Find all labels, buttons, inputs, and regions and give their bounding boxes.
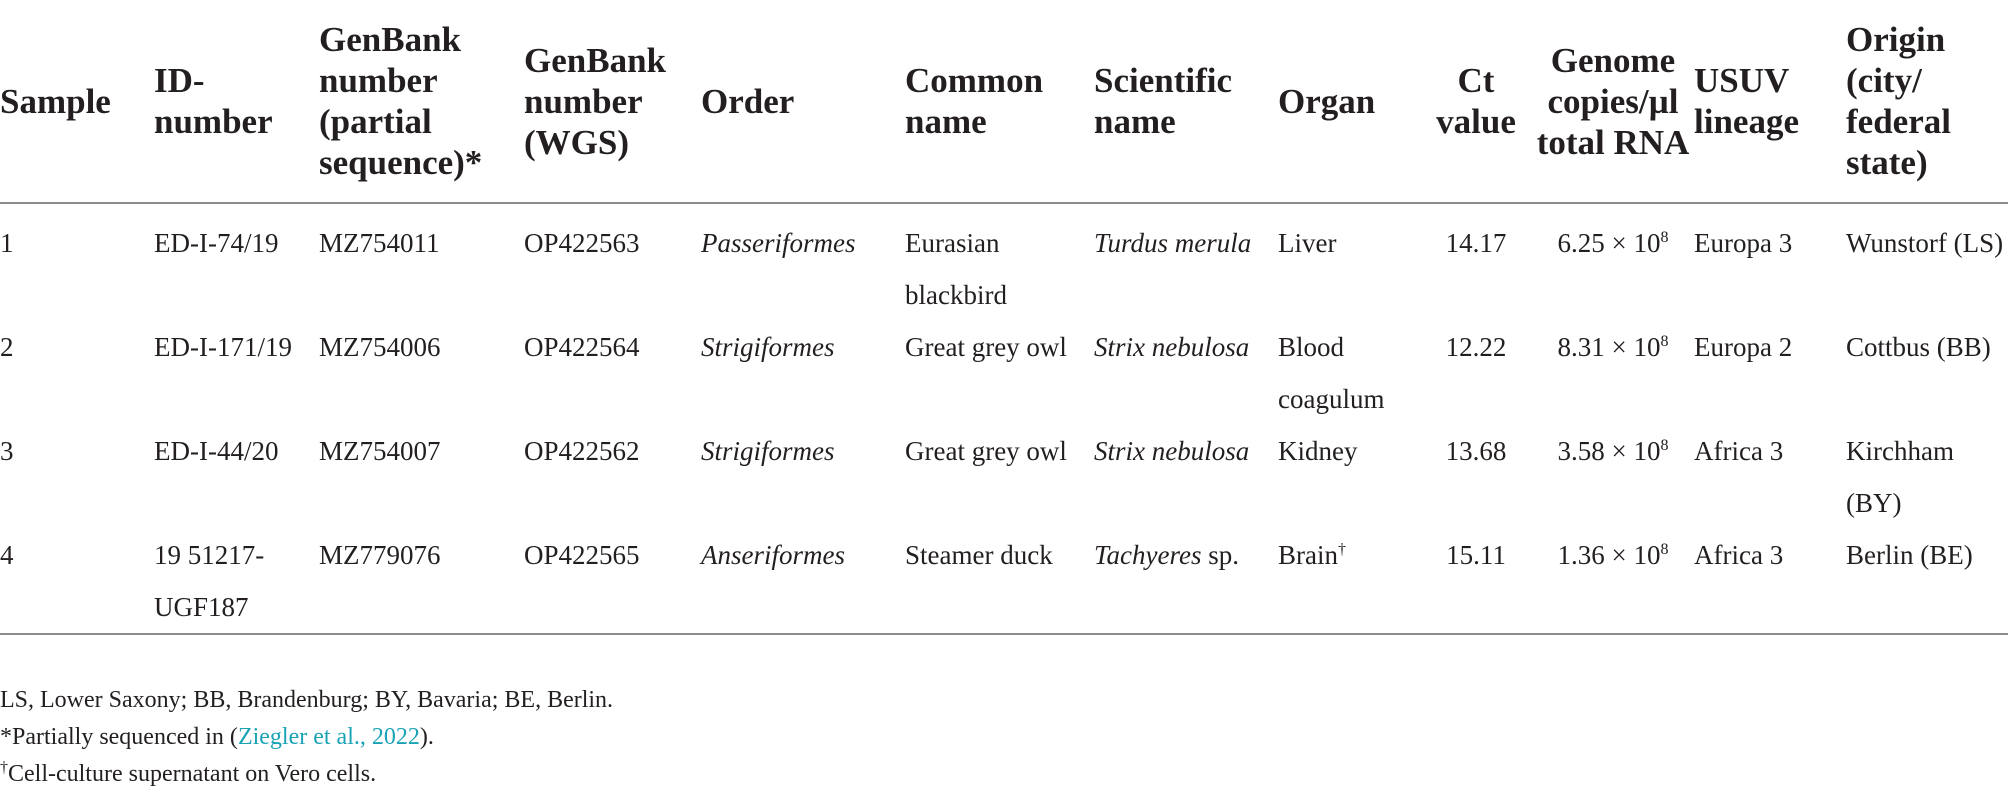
scientific-name-text: Tachyeres [1094,540,1202,570]
cell-genbank-partial: MZ754006 [319,332,441,362]
cell-usuv-lineage: Africa 3 [1694,436,1784,466]
cell-id-number: 19 51217-UGF187 [154,529,319,634]
cell-genbank-partial: MZ754007 [319,436,441,466]
cell-sample: 3 [0,436,14,466]
cell-genbank-wgs: OP422562 [524,436,640,466]
cell-id-number: ED-I-171/19 [154,332,292,362]
genome-copies-base: 3.58 × 10 [1557,436,1661,466]
organ-text: Liver [1278,228,1337,258]
footnote-partial-sequence [0,719,613,756]
header-usuv-lineage: USUV lineage [1694,0,1846,203]
cell-origin: Wunstorf (LS) [1846,228,2004,258]
footnote-cell-culture-text: Cell-culture supernatant on Vero cells. [8,761,377,787]
cell-scientific-name [1094,321,1278,425]
cell-common-name: Steamer duck [905,529,1094,634]
cell-genome-copies [1532,529,1694,634]
header-row [0,0,2008,203]
genome-copies-exponent: 8 [1660,541,1669,558]
organ-text: Kidney [1278,436,1358,466]
cell-common-name: Great grey owl [905,332,1067,362]
organ-text: Blood coagulum [1278,332,1385,414]
cell-scientific-name [1094,529,1278,634]
cell-genbank-wgs: OP422564 [524,332,640,362]
genome-copies-exponent: 8 [1660,333,1669,350]
footnote-partial-prefix: Partially sequenced in ( [12,724,238,750]
header-genbank-partial: GenBank number (partial sequence)* [319,0,524,203]
cell-sample: 2 [0,332,14,362]
scientific-name-suffix: sp. [1201,540,1240,570]
cell-usuv-lineage: Europa 2 [1694,332,1793,362]
cell-usuv-lineage: Europa 3 [1694,228,1793,258]
footnote-partial-suffix: ). [419,724,434,750]
header-organ: Organ [1278,0,1420,203]
header-sample: Sample [0,0,154,203]
footnote-cell-culture [0,756,613,793]
cell-ct-value: 13.68 [1445,436,1507,466]
header-ct-value: Ct value [1420,0,1532,203]
scientific-name-text: Turdus merula [1094,228,1252,258]
header-id-number: ID-number [154,0,319,203]
footnote-dagger-mark: † [0,759,8,776]
organ-text: Brain [1278,540,1338,570]
cell-organ [1278,203,1420,321]
footnote-abbreviations: LS, Lower Saxony; BB, Brandenburg; BY, Bavaria; BE, Berlin. [0,687,614,713]
cell-ct-value: 12.22 [1445,332,1507,362]
cell-id-number: ED-I-74/19 [154,228,279,258]
cell-order: Strigiformes [701,332,835,362]
table-row [0,203,2008,321]
cell-id-number: ED-I-44/20 [154,436,279,466]
cell-sample: 4 [0,529,154,634]
header-order: Order [701,0,905,203]
header-genbank-wgs: GenBank number (WGS) [524,0,701,203]
genome-copies-base: 8.31 × 10 [1557,332,1661,362]
cell-organ [1278,529,1420,634]
cell-ct-value: 14.17 [1445,228,1507,258]
table-row [0,425,2008,529]
scientific-name-text: Strix nebulosa [1094,332,1250,362]
cell-order: Strigiformes [701,436,835,466]
cell-organ [1278,425,1420,529]
cell-ct-value: 15.11 [1420,529,1532,634]
cell-common-name: Great grey owl [905,436,1067,466]
table-footnotes [0,682,613,793]
table-row [0,529,2008,634]
cell-usuv-lineage: Africa 3 [1694,529,1846,634]
cell-genbank-partial: MZ754011 [319,228,440,258]
cell-common-name: Eurasian blackbird [905,228,1007,310]
header-common-name: Common name [905,0,1094,203]
header-origin: Origin (city/ federal state) [1846,0,2008,203]
scientific-name-text: Strix nebulosa [1094,436,1250,466]
cell-genbank-wgs: OP422565 [524,529,701,634]
cell-order: Passeriformes [701,228,856,258]
cell-order: Anseriformes [701,529,905,634]
header-genome-copies: Genome copies/µl total RNA [1532,0,1694,203]
header-scientific-name: Scientific name [1094,0,1278,203]
cell-scientific-name [1094,425,1278,529]
cell-scientific-name [1094,203,1278,321]
cell-genome-copies [1532,203,1694,321]
cell-origin: Cottbus (BB) [1846,332,1991,362]
table-row [0,321,2008,425]
organ-footnote-mark: † [1338,541,1346,558]
genome-copies-exponent: 8 [1660,229,1669,246]
cell-sample: 1 [0,228,14,258]
cell-genome-copies [1532,425,1694,529]
cell-genbank-partial: MZ779076 [319,529,524,634]
cell-genome-copies [1532,321,1694,425]
cell-genbank-wgs: OP422563 [524,228,640,258]
genome-copies-exponent: 8 [1660,437,1669,454]
cell-origin: Berlin (BE) [1846,529,2008,634]
cell-origin: Kirchham (BY) [1846,436,1954,518]
cell-organ [1278,321,1420,425]
genome-copies-base: 6.25 × 10 [1557,228,1661,258]
genome-copies-base: 1.36 × 10 [1557,540,1661,570]
footnote-asterisk-mark: * [0,724,12,750]
citation-link[interactable]: Ziegler et al., 2022 [237,724,420,750]
